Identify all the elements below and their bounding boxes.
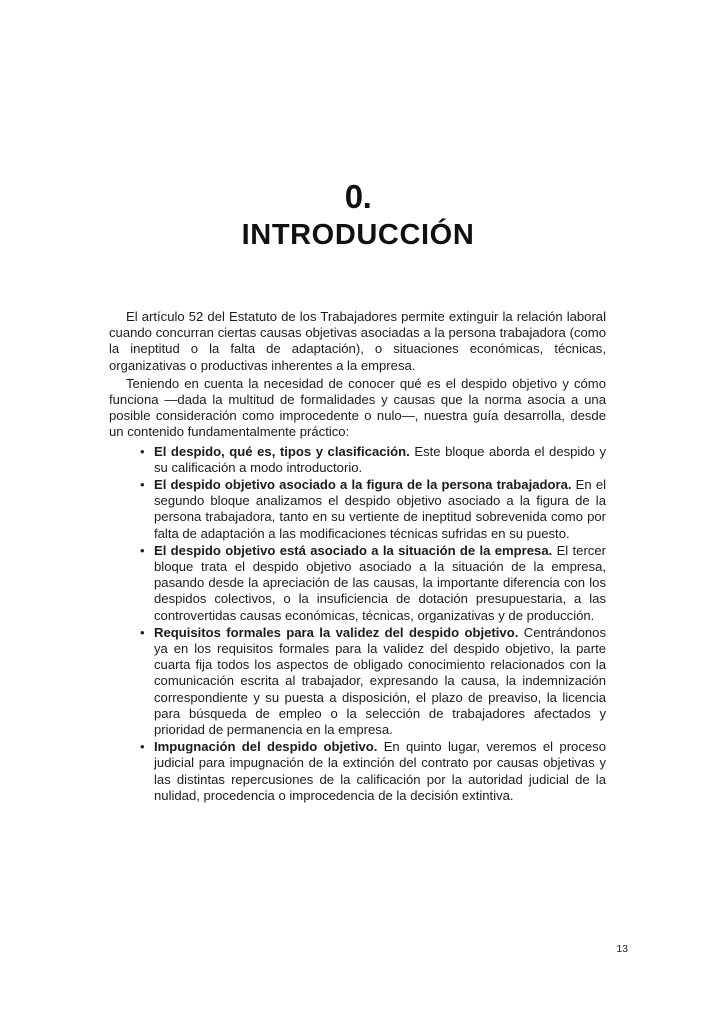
list-item-lead: El despido, qué es, tipos y clasificación.	[154, 443, 410, 459]
list-item-text: En quinto lugar, veremos el proceso judicial para impugnación de la extinción del contrato por causas objetivas y las distintas repercusiones de la calificación por la autoridad judicial de la nulidad, procedencia o improcedencia de la decisión extintiva.	[154, 739, 606, 803]
list-item	[140, 625, 606, 738]
intro-paragraph-1: El artículo 52 del Estatuto de los Trabajadores permite extinguir la relación laboral cuando concurran ciertas causas objetivas asociadas a la persona trabajadora (como la ineptitud o la falta de adaptación), o situaciones económicas, técnicas, organizativas o productivas inherentes a la empresa.	[109, 309, 606, 373]
bullet-icon: •	[140, 739, 145, 755]
list-item-text: Este bloque aborda el despido y su calificación a modo introductorio.	[154, 443, 606, 475]
bullet-icon: •	[140, 542, 145, 558]
list-item-lead: El despido objetivo asociado a la figura de la persona trabajadora.	[154, 477, 572, 493]
page-title: INTRODUCCIÓN	[241, 219, 475, 251]
body-content	[109, 309, 606, 804]
list-item-lead: Impugnación del despido objetivo.	[154, 739, 378, 755]
list-item	[140, 477, 606, 542]
list-item-text: El tercer bloque trata el despido objetivo asociado a la situación de la empresa, pasando desde la apreciación de las causas, la importante diferencia con los despidos colectivos, o la insuficiencia de dotación presupuestaria, a las controvertidas causas económicas, técnicas, organizativas y de producción.	[154, 542, 606, 623]
page-number: 13	[616, 943, 628, 955]
bullet-icon: •	[140, 443, 145, 459]
bullet-icon: •	[140, 477, 145, 493]
list-item	[140, 543, 606, 624]
list-item-lead: El despido objetivo está asociado a la situación de la empresa.	[154, 542, 553, 558]
guide-blocks-list	[109, 444, 606, 804]
list-item-lead: Requisitos formales para la validez del despido objetivo.	[154, 624, 519, 640]
chapter-number: 0.	[344, 178, 372, 215]
chapter-title-block	[0, 180, 716, 250]
list-item-text: En el segundo bloque analizamos el despido objetivo asociado a la figura de la persona trabajadora, tanto en su vertiente de ineptitud sobrevenida como por falta de adaptación a las modificaciones técnicas sufridas en su puesto.	[154, 477, 607, 541]
list-item-text: Centrándonos ya en los requisitos formales para la validez del despido objetivo, la parte cuarta fija todos los aspectos de obligado conocimiento relacionados con la comunicación escrita al trabajador, expresando la causa, la indemnización correspondiente y su puesta a disposición, el plazo de preaviso, la licencia para búsqueda de empleo o la selección de trabajadores afectados y prioridad de permanencia en la empresa.	[154, 624, 606, 738]
list-item	[140, 444, 606, 476]
intro-paragraph-2: Teniendo en cuenta la necesidad de conocer qué es el despido objetivo y cómo funciona —dada la multitud de formalidades y causas que la norma asocia a una posible consideración como improcedente o nulo—, nuestra guía desarrolla, desde un contenido fundamentalmente práctico:	[109, 375, 606, 440]
bullet-icon: •	[140, 624, 145, 640]
list-item	[140, 739, 606, 804]
